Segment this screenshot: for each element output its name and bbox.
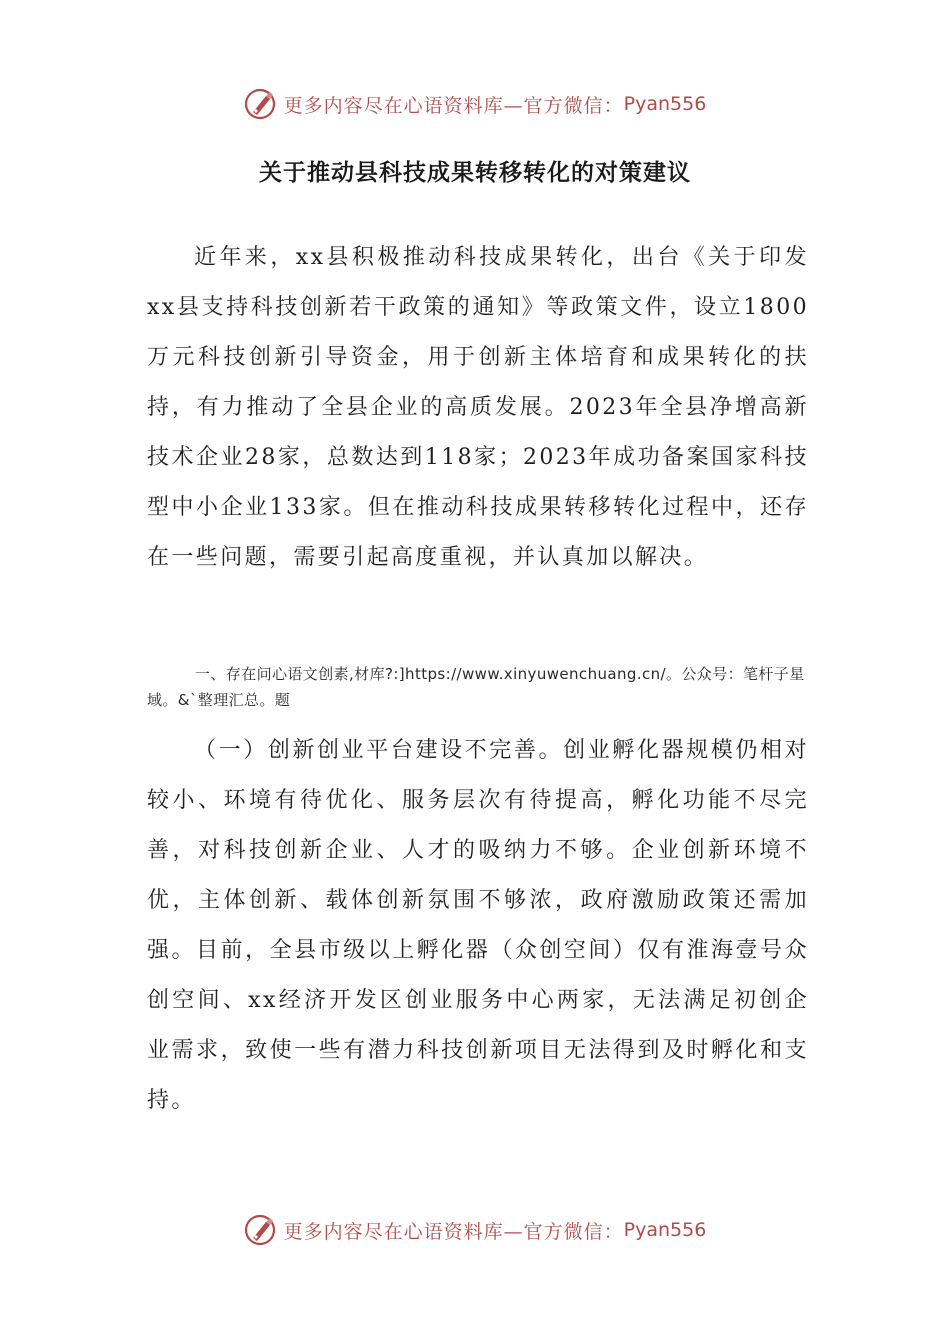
pen-nib-logo-icon [244, 1213, 278, 1247]
banner-wechat-id: Pyan556 [623, 93, 707, 115]
body-paragraph: （一）创新创业平台建设不完善。创业孵化器规模仍相对较小、环境有待优化、服务层次有待提高，孵化功能不尽完善，对科技创新企业、人才的吸纳力不够。企业创新环境不优，主体创新、载体创新氛围不够浓，政府激励政策还需加强。目前，全县市级以上孵化器（众创空间）仅有淮海壹号众创空间、xx经济开发区创业服务中心两家，无法满足初创企业需求，致使一些有潜力科技创新项目无法得到及时孵化和支持。 [147, 738, 809, 1113]
banner-wechat-id: Pyan556 [623, 1219, 707, 1241]
banner-slogan: 更多内容尽在心语资料库—官方微信： [283, 1220, 624, 1243]
document-title: 关于推动县科技成果转移转化的对策建议 [259, 160, 691, 186]
banner-slogan: 更多内容尽在心语资料库—官方微信： [283, 94, 624, 117]
pen-nib-logo-icon [244, 87, 278, 121]
intro-paragraph: 近年来，xx县积极推动科技成果转化，出台《关于印发xx县支持科技创新若干政策的通知》等政策文件，设立1800万元科技创新引导资金，用于创新主体培育和成果转化的扶持，有力推动了全县企业的高质发展。2023年全县净增高新技术企业28家，总数达到118家；2023年成功备案国家科技型中小企业133家。但在推动科技成果转移转化过程中，还存在一些问题，需要引起高度重视，并认真加以解决。 [147, 245, 809, 570]
footer-watermark-banner [0, 1210, 950, 1250]
header-watermark-banner [0, 84, 950, 124]
section-heading: 一、存在问心语文创素,材库?:]https://www.xinyuwenchuang.cn/。公众号：笔杆子星域。&`整理汇总。题 [147, 665, 805, 709]
